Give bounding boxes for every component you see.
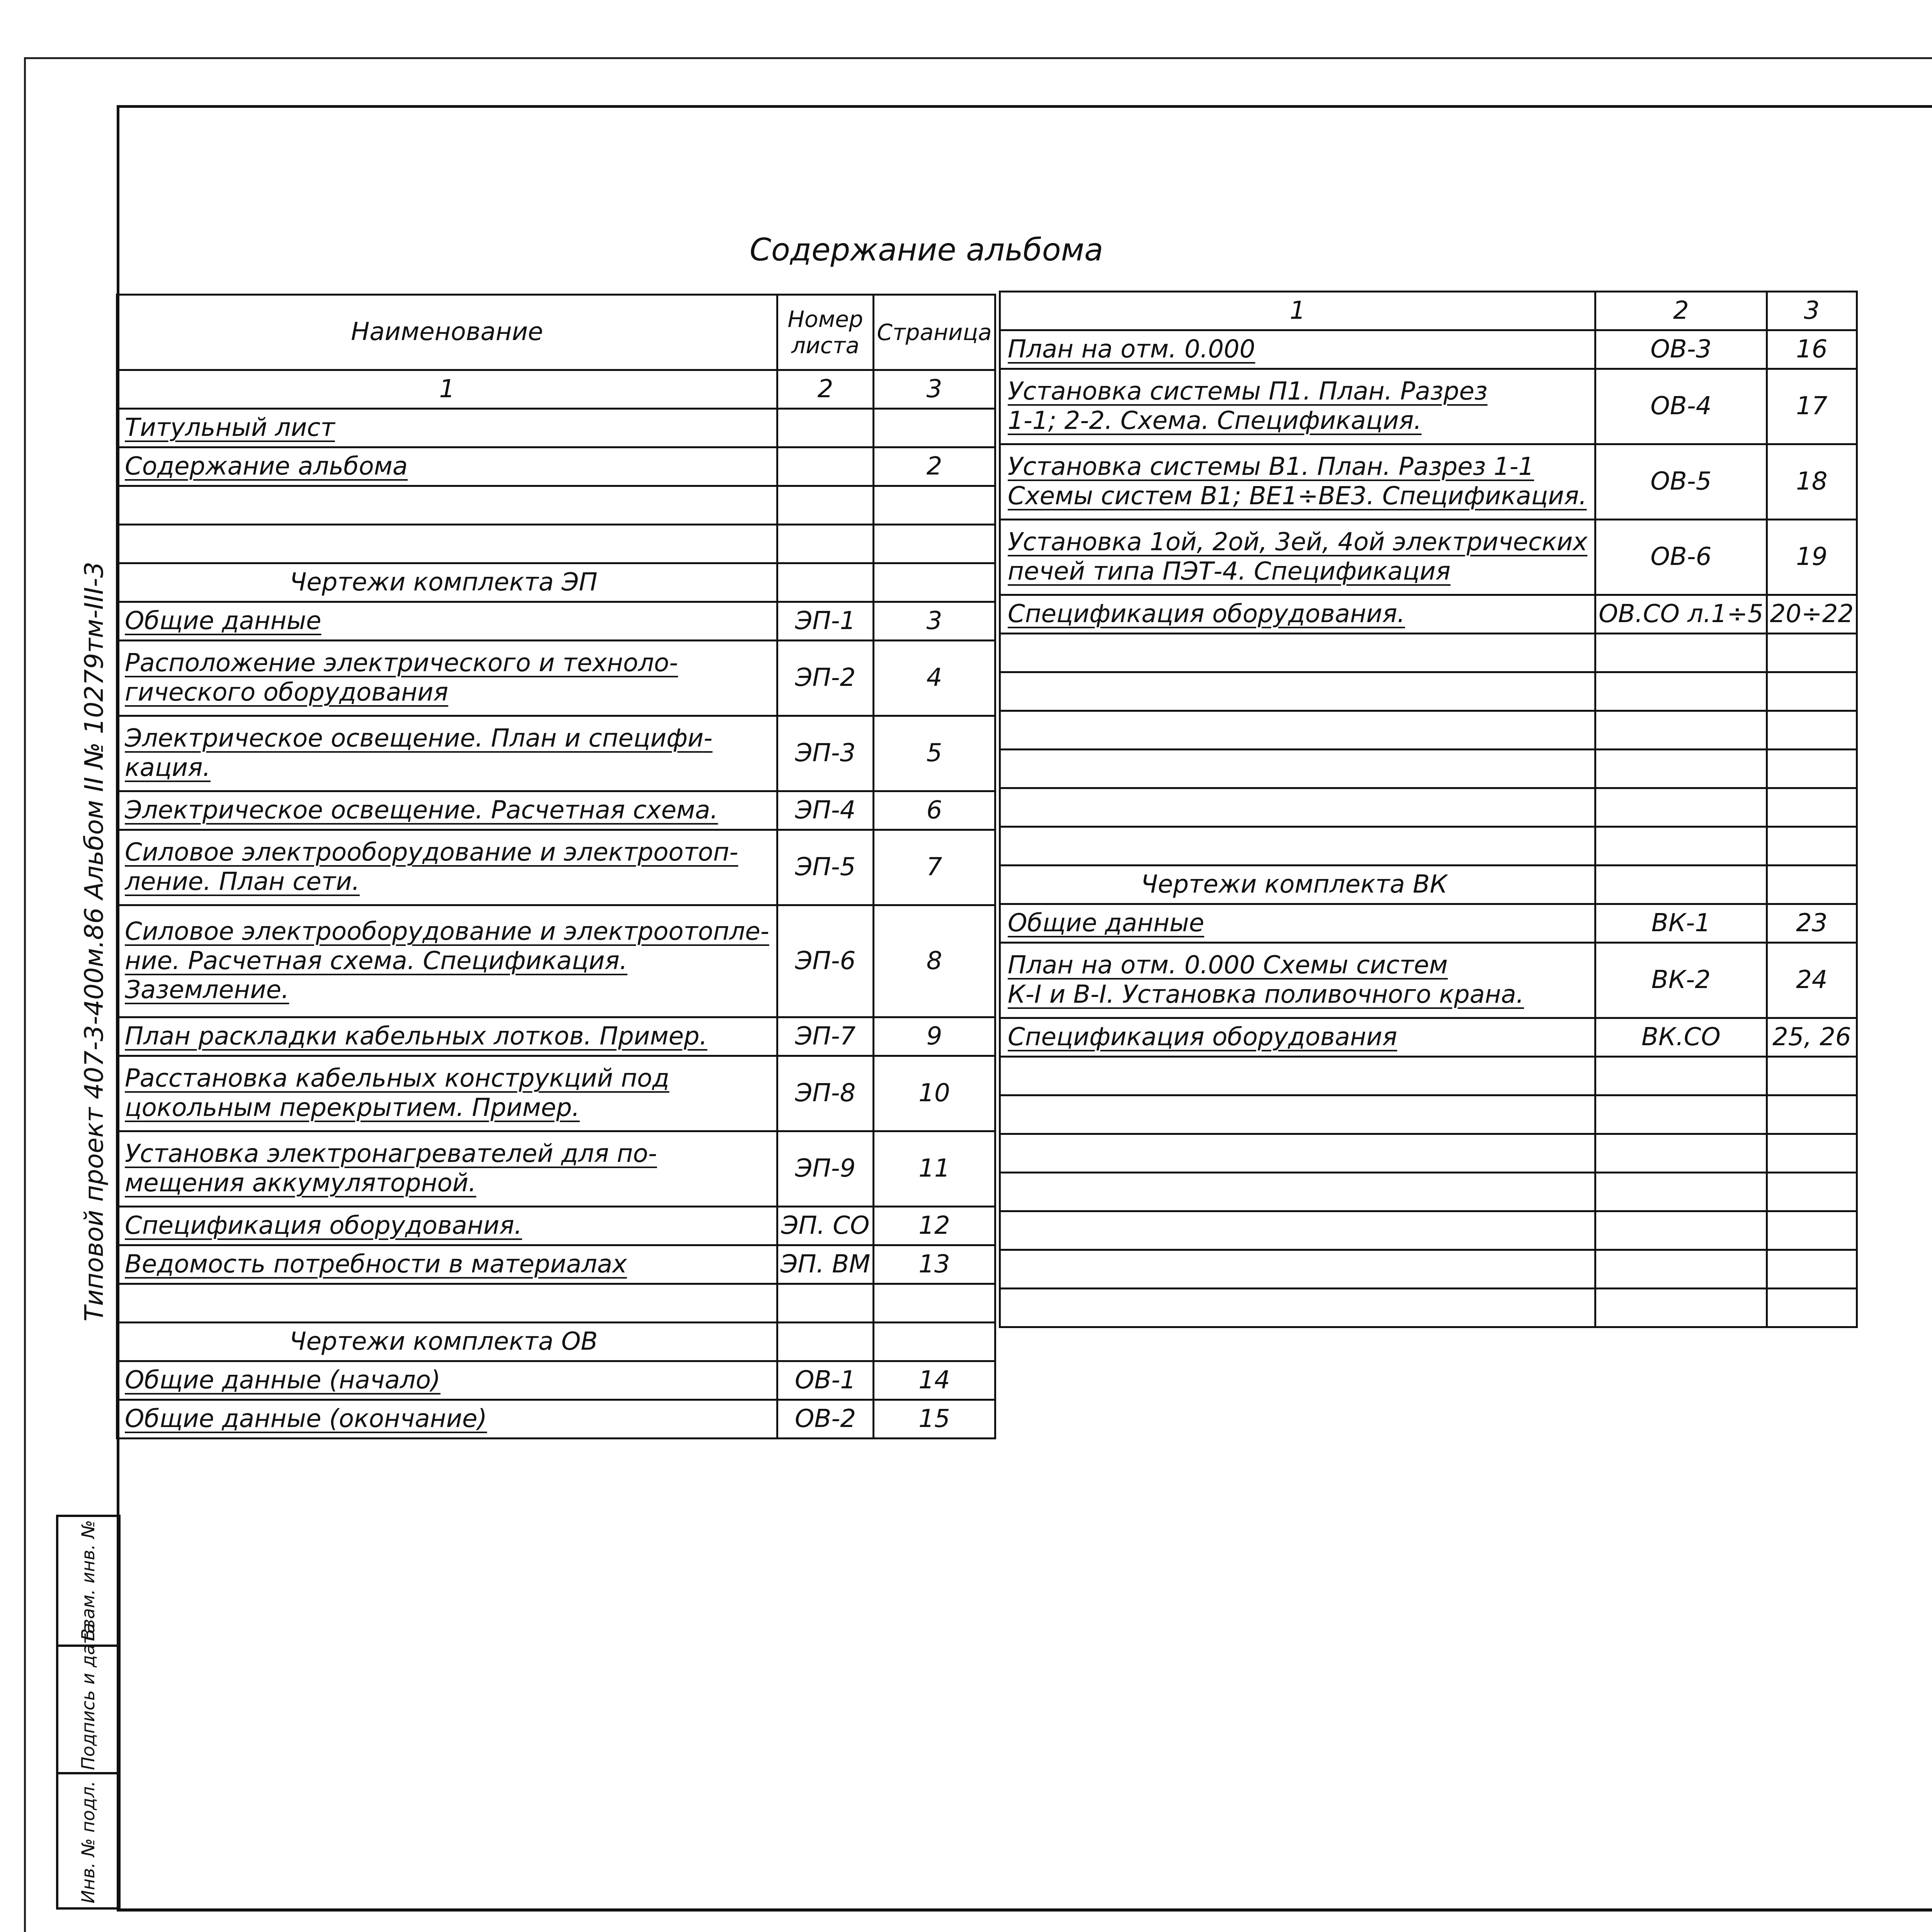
section-heading <box>1000 866 1595 904</box>
row-name-line: К-I и В-I. Установка поливочного крана. <box>1008 980 1524 1009</box>
table-row <box>1000 866 1857 904</box>
row-name-line: ние. Расчетная схема. Спецификация. <box>125 946 628 975</box>
row-page: 18 <box>1767 444 1857 520</box>
row-page: 23 <box>1767 904 1857 943</box>
row-name-line: Спецификация оборудования <box>1008 1022 1397 1051</box>
side-inscription: Типовой проект 407-3-400м.86 Альбом II № 10279тм-III-3 <box>79 561 109 1321</box>
column-number: 2 <box>777 370 874 409</box>
table-row <box>117 1400 995 1439</box>
row-sheet: ЭП-3 <box>777 716 874 791</box>
table-row <box>117 716 995 791</box>
row-page <box>1767 1057 1857 1095</box>
row-name <box>1000 1018 1595 1057</box>
table-row <box>1000 788 1857 827</box>
table-row <box>117 1284 995 1323</box>
table-row <box>1000 1057 1857 1095</box>
row-name <box>117 830 777 905</box>
table-row <box>1000 634 1857 672</box>
row-sheet: ВК.СО <box>1595 1018 1767 1057</box>
row-sheet: ЭП. ВМ <box>777 1245 874 1284</box>
row-sheet: ОВ-5 <box>1595 444 1767 520</box>
section-heading <box>117 1323 777 1361</box>
row-page <box>1767 1211 1857 1250</box>
row-sheet <box>777 1284 874 1323</box>
row-sheet <box>777 409 874 447</box>
row-sheet: ОВ-4 <box>1595 369 1767 444</box>
binding-label-replaced: Взам. инв. № <box>78 1520 99 1641</box>
row-name <box>1000 1250 1595 1289</box>
row-name-line: печей типа ПЭТ-4. Спецификация <box>1008 557 1451 586</box>
column-number: 1 <box>1000 292 1595 330</box>
row-sheet <box>1595 672 1767 711</box>
row-page <box>874 1323 995 1361</box>
table-row <box>117 486 995 525</box>
row-page <box>1767 1173 1857 1211</box>
row-name-line: Спецификация оборудования. <box>1008 599 1405 628</box>
row-sheet <box>1595 1211 1767 1250</box>
row-name-line: Ведомость потребности в материалах <box>125 1250 627 1279</box>
row-name-line: Чертежи комплекта ВК <box>1141 870 1447 899</box>
row-name-line: ление. План сети. <box>125 867 360 896</box>
row-sheet <box>1595 750 1767 788</box>
row-page: 5 <box>874 716 995 791</box>
row-name-line: Расположение электрического и техноло- <box>125 649 678 678</box>
row-name <box>1000 672 1595 711</box>
row-sheet: ВК-2 <box>1595 943 1767 1018</box>
table-row <box>1000 1173 1857 1211</box>
row-page <box>1767 1289 1857 1327</box>
table-row <box>1000 595 1857 634</box>
row-page <box>874 563 995 602</box>
column-number: 2 <box>1595 292 1767 330</box>
row-name <box>117 641 777 716</box>
table-row <box>1000 711 1857 750</box>
row-name-line: Расстановка кабельных конструкций под <box>125 1064 670 1093</box>
row-sheet <box>1595 1289 1767 1327</box>
row-sheet <box>1595 1134 1767 1173</box>
row-name-line: Чертежи комплекта ЭП <box>289 568 598 597</box>
row-name <box>117 1400 777 1439</box>
row-name <box>117 1361 777 1400</box>
row-sheet: ЭП-5 <box>777 830 874 905</box>
row-name <box>1000 330 1595 369</box>
row-name <box>117 409 777 447</box>
row-page: 15 <box>874 1400 995 1439</box>
row-page: 6 <box>874 791 995 830</box>
row-name-line: Установка системы П1. План. Разрез <box>1008 377 1488 406</box>
row-name <box>1000 1211 1595 1250</box>
section-heading <box>117 563 777 602</box>
row-page <box>874 1284 995 1323</box>
row-name <box>1000 711 1595 750</box>
row-sheet <box>1595 1057 1767 1095</box>
table-row <box>1000 369 1857 444</box>
row-sheet: ЭП-1 <box>777 602 874 641</box>
table-row <box>117 1361 995 1400</box>
row-sheet: ОВ-1 <box>777 1361 874 1400</box>
row-sheet <box>1595 1173 1767 1211</box>
row-page: 3 <box>874 602 995 641</box>
row-sheet: ЭП-4 <box>777 791 874 830</box>
row-name <box>1000 1173 1595 1211</box>
row-name-line: Общие данные <box>1008 908 1204 937</box>
row-page <box>1767 1134 1857 1173</box>
row-name-line: План на отм. 0.000 Схемы систем <box>1008 951 1448 980</box>
table-row <box>117 447 995 486</box>
table-row <box>117 1131 995 1207</box>
table-row <box>1000 750 1857 788</box>
column-number: 1 <box>117 370 777 409</box>
row-sheet: ЭП-2 <box>777 641 874 716</box>
row-sheet <box>1595 827 1767 866</box>
table-row <box>1000 520 1857 595</box>
row-sheet <box>1595 1095 1767 1134</box>
row-name <box>1000 634 1595 672</box>
table-row <box>117 830 995 905</box>
row-sheet <box>1595 711 1767 750</box>
row-name-line: План раскладки кабельных лотков. Пример. <box>125 1022 707 1051</box>
row-page <box>1767 750 1857 788</box>
row-page <box>1767 634 1857 672</box>
row-sheet: ЭП-6 <box>777 905 874 1017</box>
header-name: Наименование <box>117 295 777 370</box>
row-name-line: Силовое электрооборудование и электроотоп- <box>125 838 738 867</box>
row-name <box>117 602 777 641</box>
table-row <box>1000 1211 1857 1250</box>
row-name <box>117 1284 777 1323</box>
table-row <box>1000 904 1857 943</box>
row-name-line: 1-1; 2-2. Схема. Спецификация. <box>1008 406 1422 435</box>
row-name-line: Общие данные (начало) <box>125 1366 440 1395</box>
row-name-line: Содержание альбома <box>125 452 408 481</box>
row-page: 19 <box>1767 520 1857 595</box>
row-name-line: мещения аккумуляторной. <box>125 1169 476 1197</box>
row-sheet: ОВ-6 <box>1595 520 1767 595</box>
table-row <box>117 641 995 716</box>
row-name <box>1000 943 1595 1018</box>
table-row <box>117 1056 995 1131</box>
table-row <box>117 602 995 641</box>
row-sheet <box>1595 866 1767 904</box>
table-row <box>117 409 995 447</box>
table-row <box>1000 1134 1857 1173</box>
row-sheet: ЭП-8 <box>777 1056 874 1131</box>
table-row <box>117 905 995 1017</box>
table-row <box>117 791 995 830</box>
table-row <box>117 1245 995 1284</box>
row-name-line: гического оборудования <box>125 678 449 707</box>
row-page: 2 <box>874 447 995 486</box>
row-name-line: Силовое электрооборудование и электроотопле- <box>125 917 769 946</box>
table-row <box>1000 672 1857 711</box>
table-row <box>1000 1018 1857 1057</box>
table-row <box>1000 444 1857 520</box>
row-sheet: ОВ-2 <box>777 1400 874 1439</box>
table-row <box>1000 1289 1857 1327</box>
table-row <box>117 1017 995 1056</box>
row-page: 16 <box>1767 330 1857 369</box>
binding-label-signature: Подпись и дата <box>78 1622 99 1770</box>
row-name-line: План на отм. 0.000 <box>1008 335 1255 364</box>
row-page <box>1767 1095 1857 1134</box>
row-page <box>1767 866 1857 904</box>
row-page: 14 <box>874 1361 995 1400</box>
row-name <box>117 1207 777 1245</box>
row-name <box>117 525 777 563</box>
row-sheet <box>777 1323 874 1361</box>
row-name <box>1000 520 1595 595</box>
row-name <box>1000 788 1595 827</box>
page-title: Содержание альбома <box>750 232 1104 268</box>
row-page: 7 <box>874 830 995 905</box>
row-name-line: цокольным перекрытием. Пример. <box>125 1094 580 1122</box>
row-name <box>1000 904 1595 943</box>
row-name-line: Спецификация оборудования. <box>125 1211 522 1240</box>
row-page <box>1767 788 1857 827</box>
row-sheet <box>777 447 874 486</box>
row-name-line: кация. <box>125 753 211 782</box>
row-page: 8 <box>874 905 995 1017</box>
row-name <box>1000 750 1595 788</box>
row-sheet: ЭП. СО <box>777 1207 874 1245</box>
row-page: 25, 26 <box>1767 1018 1857 1057</box>
row-page: 20÷22 <box>1767 595 1857 634</box>
contents-table-right <box>999 291 1858 1328</box>
row-sheet: ВК-1 <box>1595 904 1767 943</box>
table-row <box>1000 1250 1857 1289</box>
row-page <box>1767 1250 1857 1289</box>
row-sheet <box>777 563 874 602</box>
table-row <box>1000 1095 1857 1134</box>
row-name <box>117 447 777 486</box>
row-sheet: ОВ-3 <box>1595 330 1767 369</box>
row-name-line: Установка электронагревателей для по- <box>125 1139 657 1168</box>
row-name <box>1000 1057 1595 1095</box>
row-sheet: ЭП-9 <box>777 1131 874 1207</box>
table-row <box>1000 330 1857 369</box>
row-page <box>1767 711 1857 750</box>
row-name <box>1000 827 1595 866</box>
table-row <box>1000 943 1857 1018</box>
row-name <box>117 791 777 830</box>
row-page: 9 <box>874 1017 995 1056</box>
row-name-line: Чертежи комплекта ОВ <box>289 1327 598 1356</box>
row-page <box>874 525 995 563</box>
row-name-line: Общие данные (окончание) <box>125 1404 487 1433</box>
row-name <box>117 1131 777 1207</box>
row-page: 10 <box>874 1056 995 1131</box>
row-sheet <box>1595 788 1767 827</box>
row-name <box>1000 1134 1595 1173</box>
row-name <box>1000 444 1595 520</box>
row-name <box>1000 1095 1595 1134</box>
row-page <box>874 409 995 447</box>
row-name <box>1000 369 1595 444</box>
row-name <box>117 716 777 791</box>
row-page: 13 <box>874 1245 995 1284</box>
row-sheet <box>1595 1250 1767 1289</box>
binding-label-original: Инв. № подл. <box>78 1781 99 1903</box>
header-page: Страница <box>874 295 995 370</box>
row-page: 17 <box>1767 369 1857 444</box>
row-name <box>117 1017 777 1056</box>
row-name-line: Общие данные <box>125 606 321 635</box>
row-page <box>1767 827 1857 866</box>
row-name-line: Электрическое освещение. План и специфи- <box>125 724 713 753</box>
row-name <box>117 1056 777 1131</box>
table-row <box>117 1323 995 1361</box>
row-page: 11 <box>874 1131 995 1207</box>
row-name-line: Установка 1ой, 2ой, 3ей, 4ой электрических <box>1008 528 1588 557</box>
column-number: 3 <box>874 370 995 409</box>
column-number: 3 <box>1767 292 1857 330</box>
row-name <box>1000 595 1595 634</box>
row-name-line: Титульный лист <box>125 413 335 442</box>
row-name-line: Заземление. <box>125 976 289 1005</box>
row-sheet <box>1595 634 1767 672</box>
row-name <box>117 905 777 1017</box>
row-page: 12 <box>874 1207 995 1245</box>
row-page <box>874 486 995 525</box>
row-name <box>1000 1289 1595 1327</box>
header-sheet: Номер листа <box>777 295 874 370</box>
row-page: 24 <box>1767 943 1857 1018</box>
row-page <box>1767 672 1857 711</box>
binding-strip <box>56 1515 121 1910</box>
row-sheet <box>777 525 874 563</box>
row-name-line: Схемы систем В1; ВЕ1÷ВЕ3. Спецификация. <box>1008 482 1587 510</box>
row-sheet: ОВ.СО л.1÷5 <box>1595 595 1767 634</box>
row-name-line: Установка системы В1. План. Разрез 1-1 <box>1008 452 1534 481</box>
table-row <box>1000 827 1857 866</box>
row-name <box>117 486 777 525</box>
table-row <box>117 1207 995 1245</box>
row-page: 4 <box>874 641 995 716</box>
table-row <box>117 525 995 563</box>
row-sheet <box>777 486 874 525</box>
row-name-line: Электрическое освещение. Расчетная схема. <box>125 796 718 825</box>
row-name <box>117 1245 777 1284</box>
row-sheet: ЭП-7 <box>777 1017 874 1056</box>
contents-table-left <box>116 294 996 1439</box>
table-row <box>117 563 995 602</box>
